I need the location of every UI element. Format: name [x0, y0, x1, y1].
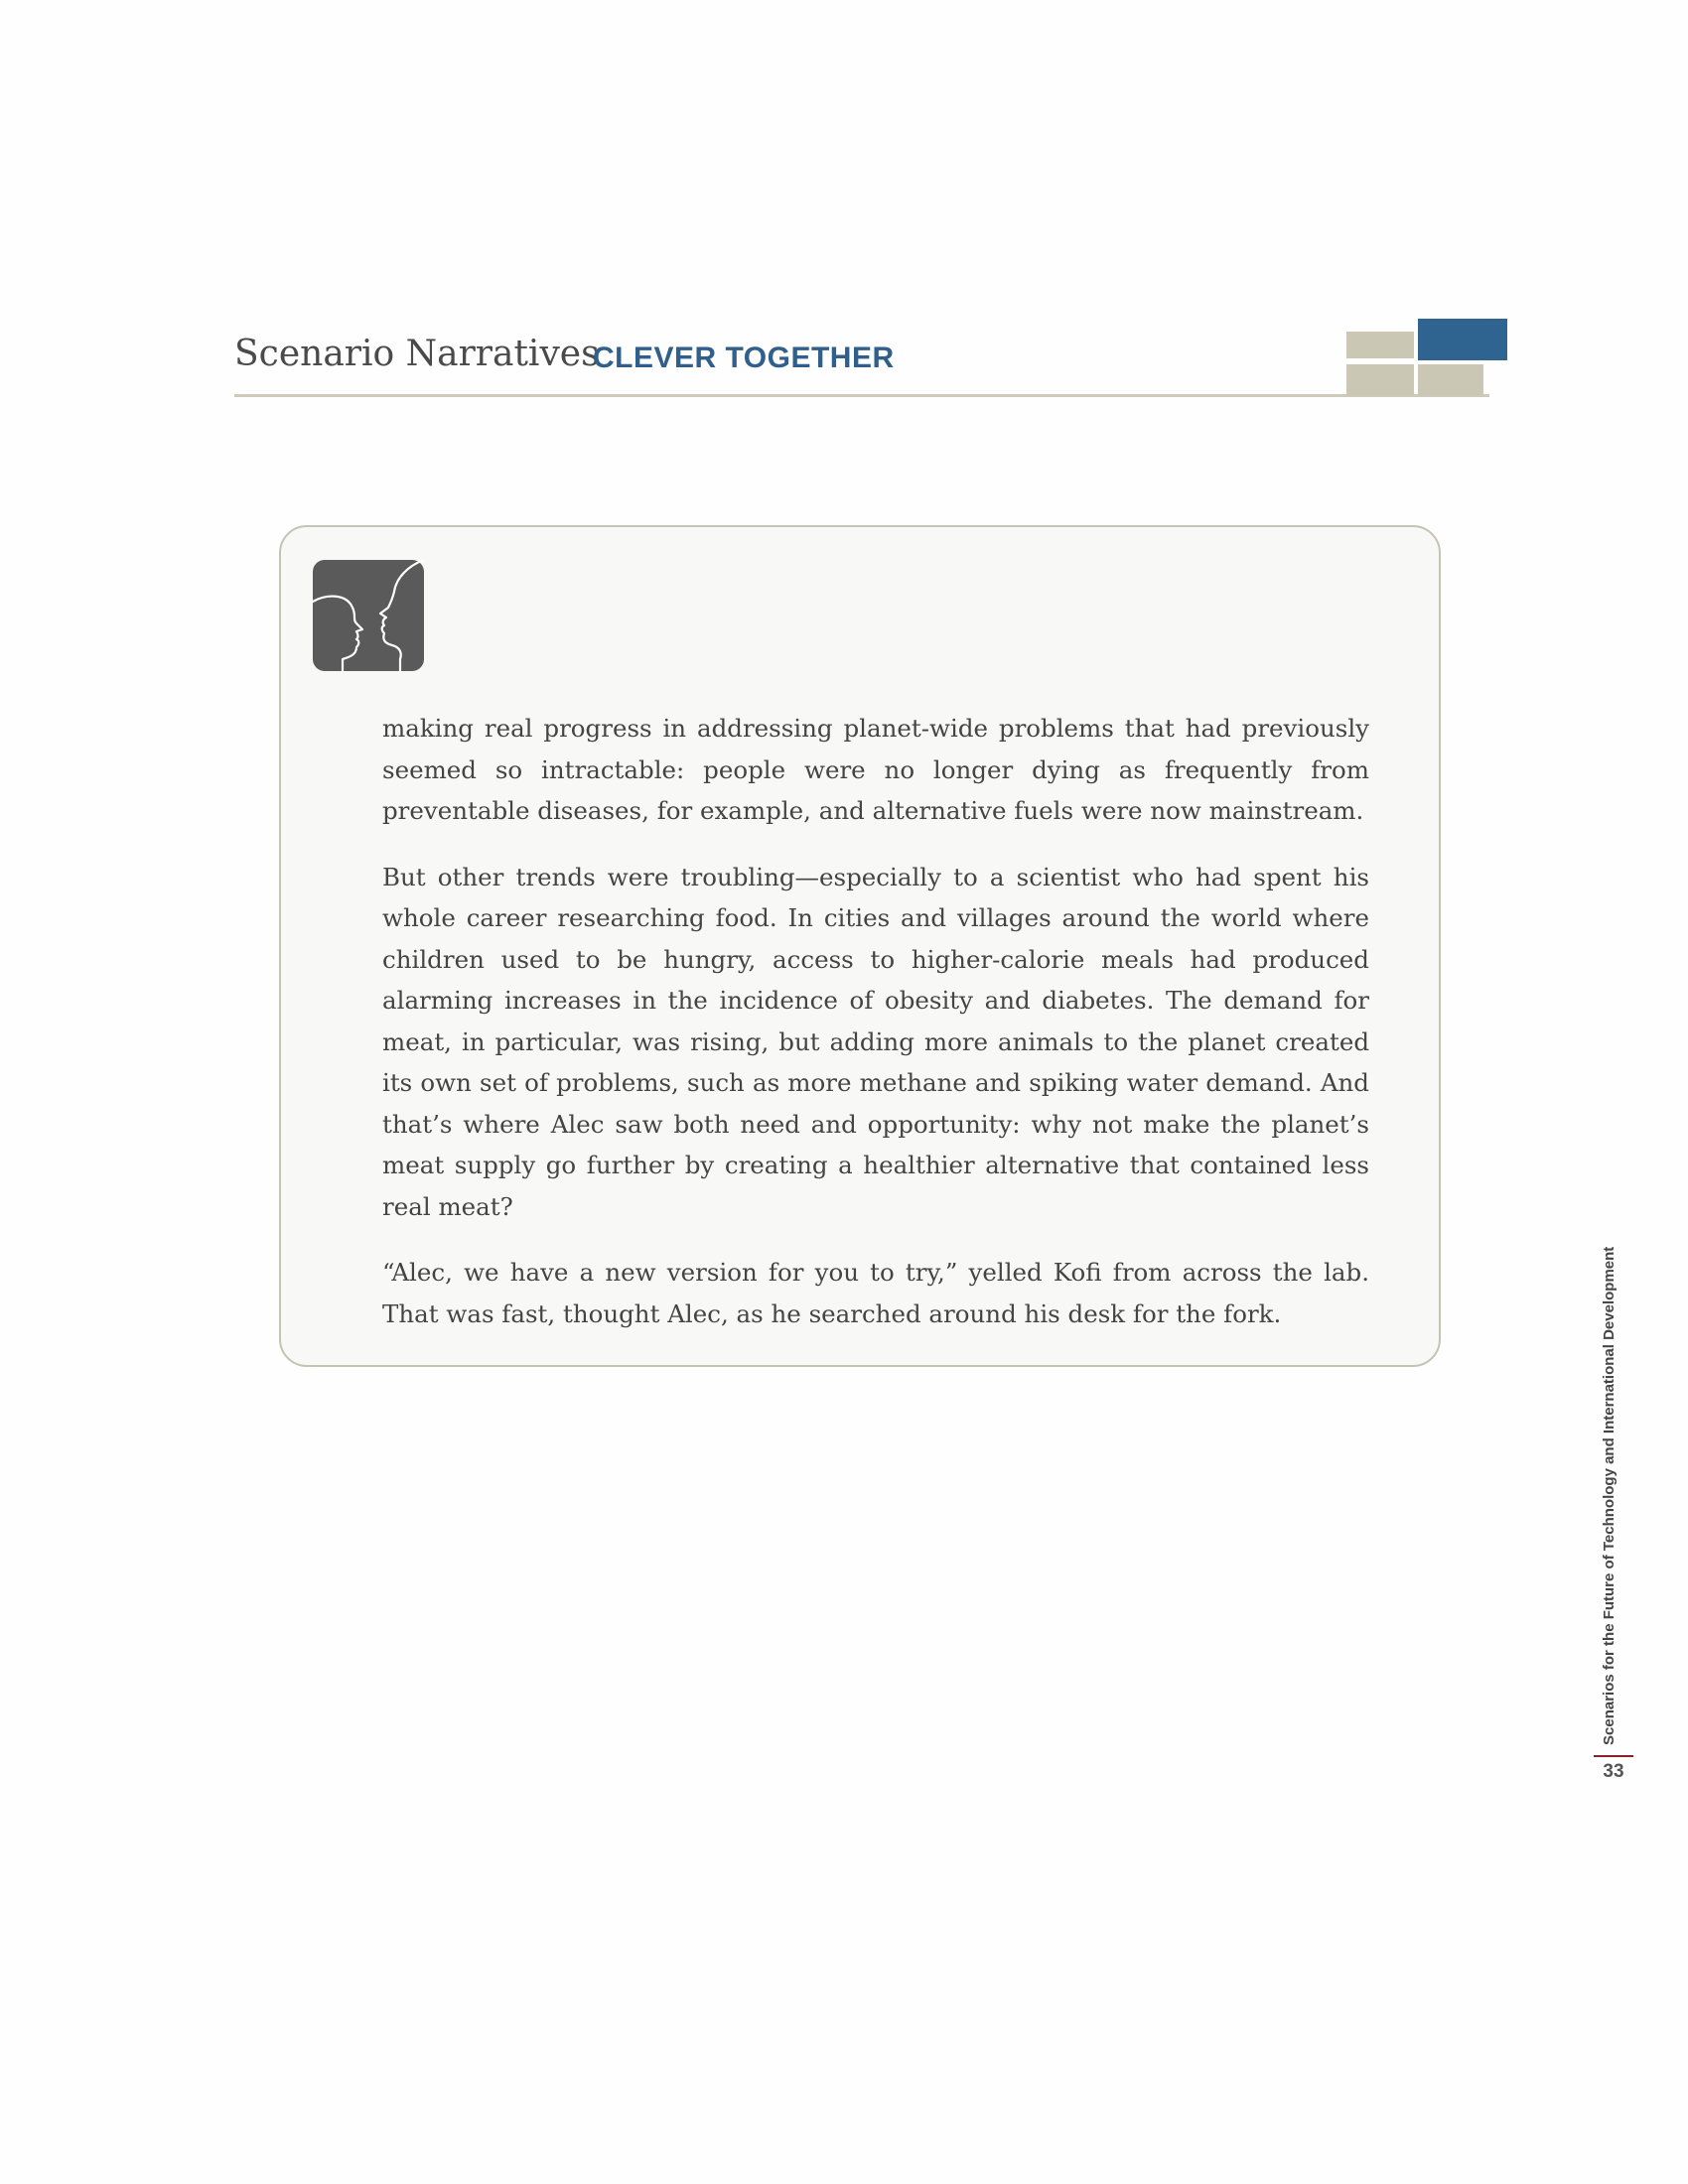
story-text: [382, 708, 1369, 1359]
header-divider: [234, 394, 1489, 397]
page-number: 33: [1603, 1761, 1624, 1782]
story-paragraph: But other trends were troubling—especially to a scientist who had spent his whole career researching food. In cities and villages around the world where children used to be hungry, access to higher-calorie meals had produced alarming increases in the incidence of obesity and diabetes. The demand for meat, in particular, was rising, but adding more animals to the planet created its own set of problems, such as more methane and spiking water demand. And that’s where Alec saw both need and opportunity: why not make the planet’s meat supply go further by creating a healthier alternative that contained less real meat?: [382, 862, 1369, 1221]
section-title: Scenario Narratives: [234, 334, 600, 374]
scenario-name: CLEVER TOGETHER: [593, 341, 895, 374]
story-paragraph: “Alec, we have a new version for you to try,” yelled Kofi from across the lab. That was fast, thought Alec, as he searched around his desk for the fork.: [382, 1258, 1369, 1328]
header-decor-block-accent: [1418, 319, 1507, 360]
header-decor-block: [1346, 364, 1414, 395]
story-paragraph: making real progress in addressing planet-wide problems that had previously seemed so intractable: people were no longer dying as frequently from preventable diseases, for example, and alternative fuels were now mainstream.: [382, 714, 1369, 825]
page-number-rule: [1594, 1755, 1633, 1757]
header-decor-block: [1418, 364, 1483, 395]
two-faces-silhouette-icon: [313, 560, 424, 671]
header-decor-block: [1346, 332, 1414, 358]
publication-title: Scenarios for the Future of Technology and International Development: [1601, 1246, 1618, 1745]
